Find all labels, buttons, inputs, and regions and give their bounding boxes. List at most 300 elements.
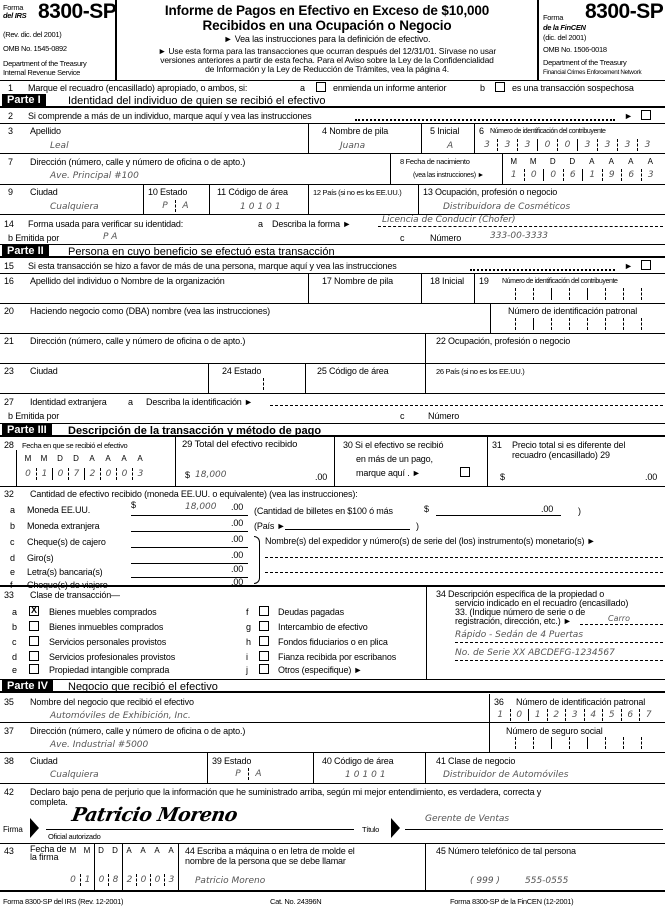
cash-item-label: Cheque(s) de cajero (27, 537, 106, 547)
digit-cell (623, 737, 641, 749)
brace (254, 536, 260, 584)
state-value (155, 200, 195, 212)
line2-label: Si comprende a más de un individuo, marque aquí y vea las instrucciones (28, 111, 312, 121)
address-label: Dirección (número, calle y número de oficina o de apto.) (30, 726, 246, 736)
multiple-payments-label: 30 Si el efectivo se recibió (343, 440, 444, 450)
date-format-letter: A (126, 846, 132, 855)
dollar-sign: $ (131, 500, 136, 510)
digit-cell: 0 (136, 874, 150, 886)
digit-cell: 1 (80, 874, 94, 886)
option-letter: c (400, 411, 405, 421)
date-format-letter: A (168, 846, 174, 855)
arrow-icon: ► (624, 111, 633, 121)
digit-cell: 2 (547, 709, 566, 721)
total-price-label: Precio total si es diferente del (512, 440, 626, 450)
digit-cell: 0 (150, 874, 164, 886)
paren: ) (416, 521, 419, 531)
initial-value: A (447, 141, 454, 151)
date-format-letter: A (137, 454, 143, 463)
bills-label: (Cantidad de billetes en $100 ó más (254, 506, 393, 516)
part-label: Parte III (2, 424, 52, 437)
date-format-header (20, 454, 148, 463)
dba-label: Haciendo negocio como (DBA) nombre (vea las instrucciones) (30, 306, 270, 316)
digit-cell: 0 (100, 468, 116, 480)
declaration-text: completa. (30, 797, 68, 807)
id-description-value: Licencia de Conducir (Chofer) (382, 215, 516, 225)
item-letter: d (10, 553, 15, 563)
line-number: 16 (4, 276, 14, 286)
transaction-type-label: Propiedad intangible comprada (49, 665, 170, 675)
digit-cell: P (162, 201, 168, 211)
amount-line (131, 515, 248, 516)
occupation-label: 22 Ocupación, profesión o negocio (436, 336, 571, 346)
digit-cell: A (248, 768, 268, 780)
line-number: 3 (8, 126, 13, 136)
phone-label: 45 Número telefónico de tal persona (436, 846, 576, 856)
line-number: 27 (4, 397, 14, 407)
fincen-label: de la FinCEN (543, 23, 586, 32)
omb-number: OMB No. 1545-0892 (3, 44, 67, 53)
item-letter: c (12, 637, 17, 647)
cents: .00 (231, 518, 244, 528)
occupation-label: 13 Ocupación, profesión o negocio (423, 187, 558, 197)
signature-date-label: Fecha de (30, 844, 67, 854)
transaction-type-checkbox[interactable] (29, 636, 39, 646)
form-subtitle: Recibidos en una Ocupación o Negocio (202, 18, 452, 33)
country-label: (País ► (254, 521, 286, 531)
contact-name-label: 44 Escriba a máquina o en letra de molde el (185, 846, 355, 856)
issued-by-label: b Emitida por (8, 233, 60, 243)
date-format-letter: D (57, 454, 63, 463)
form-label: Forma (543, 13, 564, 22)
digit-cell: 3 (637, 139, 657, 151)
digit-cell: 7 (68, 468, 84, 480)
address-label: Dirección (número, calle y número de oficina o de apto.) (30, 157, 246, 167)
digit-cell: 3 (641, 169, 661, 181)
date-received-label: Fecha en que se recibió el efectivo (22, 441, 128, 450)
part-label: Parte II (2, 245, 49, 258)
item-letter: f (10, 580, 13, 590)
transaction-type-label: Clase de transacción— (30, 590, 120, 600)
paren: ) (578, 506, 581, 516)
id-verification-label: Forma usada para verificar su identidad: (28, 219, 184, 229)
id-number-label: Número (428, 411, 460, 421)
tin-label: Número de identificación del contribuyente (502, 278, 618, 285)
item-letter: j (246, 665, 248, 675)
line-number: 32 (4, 489, 14, 499)
digit-cell (497, 737, 515, 749)
transaction-type-checkbox[interactable] (259, 636, 269, 646)
digit-cell: 0 (510, 709, 529, 721)
part-title: Persona en cuyo beneficio se efectuó esta transacción (68, 246, 335, 258)
city-label: Ciudad (30, 366, 58, 376)
item-letter: b (12, 622, 17, 632)
declaration-text: Declaro bajo pena de perjurio que la información que he suministrado arriba, según mi mejor entendimiento, es verdadera, correcta y (30, 787, 542, 797)
initial-label: 18 Inicial (430, 276, 465, 286)
state-label: 39 Estado (212, 756, 252, 766)
usage-note: versiones anteriores a partir de esta fecha. Para el Aviso sobre la Ley de la Confidencialidad (160, 55, 494, 65)
digit-cell (515, 288, 533, 300)
authorized-official-label: Oficial autorizado (48, 832, 101, 841)
cash-item-label: Letra(s) bancaria(s) (27, 567, 103, 577)
part-title: Negocio que recibió el efectivo (68, 681, 218, 693)
cents: .00 (541, 504, 554, 514)
cash-item-label: Moneda extranjera (27, 521, 100, 531)
address-value: Ave. Industrial #5000 (50, 740, 149, 750)
digit-cell (569, 737, 587, 749)
digit-cell: 1 (510, 170, 517, 180)
department: Department of the Treasury (3, 59, 87, 68)
total-price-label: recuadro (encasillado) 29 (512, 450, 610, 460)
date-format-letter: D (98, 846, 104, 855)
digit-cell (587, 288, 605, 300)
description-value: Rápido - Sedán de 4 Puertas (455, 630, 584, 640)
transaction-type-checkbox[interactable] (29, 664, 39, 674)
digit-cell: 0 (116, 468, 132, 480)
digit-cell: 3 (577, 139, 597, 151)
transaction-type-label: Intercambio de efectivo (278, 622, 368, 632)
line-number: 42 (4, 787, 14, 797)
digit-cell: 0 (25, 469, 31, 479)
line-number: 19 (479, 276, 489, 286)
digit-cell (605, 318, 623, 330)
instructions-note: ► Vea las instrucciones para la definición de efectivo. (223, 34, 431, 44)
ssn-label: Número de seguro social (506, 726, 603, 736)
org-name-label: Apellido del individuo o Nombre de la organización (30, 276, 225, 286)
line-number: 23 (4, 366, 14, 376)
amends-prior-report-checkbox[interactable] (316, 82, 326, 92)
ssn-digits (497, 737, 659, 749)
part-title: Identidad del individuo de quien se recibió el efectivo (68, 95, 326, 107)
line-number: 37 (4, 726, 14, 736)
part-label: Parte IV (2, 680, 53, 693)
digit-cell: 6 (621, 709, 640, 721)
line-number: 14 (4, 219, 14, 229)
dob-label: 8 Fecha de nacimiento (400, 157, 470, 166)
item-letter: a (10, 505, 15, 515)
part2-header (0, 244, 665, 258)
option-letter: a (128, 397, 133, 407)
date-format-letter: A (608, 157, 614, 166)
business-type-label: 41 Clase de negocio (436, 756, 516, 766)
digit-cell: 3 (484, 140, 490, 150)
digit-cell: 3 (517, 139, 537, 151)
option-letter: c (400, 233, 405, 243)
digit-cell: 6 (563, 169, 583, 181)
irs-label: del IRS (3, 11, 27, 20)
transaction-type-label: Fondos fiduciarios o en plica (278, 637, 388, 647)
digit-cell: P (235, 769, 241, 779)
revision: (dic. del 2001) (543, 33, 587, 42)
part-title: Descripción de la transacción y método de pago (68, 425, 322, 437)
digit-cell (533, 318, 551, 330)
transaction-type-checkbox[interactable] (259, 606, 269, 616)
date-format-letter: D (112, 846, 118, 855)
line-number: 2 (8, 111, 13, 121)
digit-cell: 3 (617, 139, 637, 151)
phone-number: 555-0555 (525, 876, 569, 886)
line-number: 21 (4, 336, 14, 346)
digit-cell (533, 737, 551, 749)
signature: Patricio Moreno (70, 804, 239, 826)
tin-label: Número de identificación del contribuyente (490, 128, 606, 135)
digit-cell (551, 318, 569, 330)
foreign-id-label: Identidad extranjera (30, 397, 107, 407)
footer-fincen: Forma 8300-SP de la FinCEN (12-2001) (450, 897, 574, 906)
digit-cell (497, 318, 515, 330)
id-number-label: Número (430, 233, 462, 243)
digit-cell: 3 (597, 139, 617, 151)
digit-cell (497, 288, 515, 300)
total-cash-label: 29 Total del efectivo recibido (182, 439, 298, 450)
issuer-label: Nombre(s) del expedidor y número(s) de serie del (los) instrumento(s) monetario(s) ► (265, 536, 596, 546)
id-description-label: Describa la forma ► (272, 219, 352, 229)
option-letter: b (480, 83, 485, 93)
zip-label: 11 Código de área (217, 187, 288, 197)
cents: .00 (231, 577, 244, 587)
transaction-type-label: Otros (especifique) ► (278, 665, 363, 675)
line-number: 36 (494, 697, 504, 707)
line-number: 33 (4, 590, 14, 600)
multiple-persons-checkbox[interactable] (641, 260, 651, 270)
digit-cell: 3 (132, 468, 148, 480)
city-label: Ciudad (30, 756, 58, 766)
date-format-letter: A (105, 454, 111, 463)
last-name-value: Leal (50, 141, 69, 151)
item-letter: e (10, 567, 15, 577)
date-format-letter: A (589, 157, 595, 166)
part-label: Parte I (2, 94, 46, 107)
amount-line (131, 547, 248, 548)
tin-digits (497, 288, 659, 300)
title-value: Gerente de Ventas (425, 814, 510, 824)
multiple-payments-checkbox[interactable] (460, 467, 470, 477)
cents: .00 (231, 550, 244, 560)
line-number: 6 (479, 126, 484, 136)
part4-header (0, 679, 665, 693)
suspicious-transaction-checkbox[interactable] (495, 82, 505, 92)
cents: .00 (645, 472, 658, 482)
last-name-label: Apellido (30, 126, 61, 136)
digit-cell (551, 737, 569, 749)
digit-cell: 3 (164, 874, 178, 886)
digit-cell: 0 (557, 139, 577, 151)
zip-value: 10101 (345, 770, 389, 780)
digit-cell: 1 (528, 709, 547, 721)
date-format-letter: A (140, 846, 146, 855)
digit-cell: 9 (602, 169, 622, 181)
part3-header (0, 423, 665, 437)
amount-line (131, 531, 248, 532)
transaction-type-checkbox[interactable] (29, 651, 39, 661)
digit-cell: 8 (108, 874, 122, 886)
date-format-letter: M (529, 157, 537, 166)
date-format-letter: M (83, 846, 91, 855)
line-number: 7 (8, 157, 13, 167)
digit-cell: 1 (36, 468, 52, 480)
arrow-icon (391, 818, 400, 838)
date-format-letter: M (510, 157, 518, 166)
agency: Internal Revenue Service (3, 68, 81, 77)
ein-digits (491, 709, 658, 721)
digit-cell: 0 (537, 139, 557, 151)
description-value: Carro (608, 614, 630, 623)
state-value (228, 768, 268, 780)
digit-cell (641, 288, 659, 300)
digit-cell (623, 318, 641, 330)
signature-label: Firma (3, 825, 23, 834)
digit-cell: 0 (524, 169, 544, 181)
item-letter: i (246, 652, 248, 662)
agency: Financial Crimes Enforcement Network (543, 69, 642, 76)
line-number: 9 (8, 187, 13, 197)
item-letter: c (10, 537, 15, 547)
first-name-value: Juana (340, 141, 366, 151)
address-label: Dirección (número, calle y número de oficina o de apto.) (30, 336, 246, 346)
digit-cell (533, 288, 551, 300)
issued-by-label: b Emitida por (8, 411, 60, 421)
date-format-letter: A (89, 454, 95, 463)
business-type-value: Distribuidor de Automóviles (443, 770, 569, 780)
digit-cell: A (175, 200, 195, 212)
phone-area-code: ( 999 ) (470, 876, 500, 886)
transaction-type-label: Servicios profesionales provistos (49, 652, 176, 662)
multiple-payments-label: marque aquí . ► (356, 468, 421, 478)
footer-irs: Forma 8300-SP del IRS (Rev. 12-2001) (3, 897, 124, 906)
digit-cell (587, 318, 605, 330)
arrow-icon (30, 818, 39, 838)
suspicious-transaction-label: es una transacción sospechosa (512, 83, 634, 93)
line-number: 35 (4, 697, 14, 707)
option-letter: a (258, 219, 263, 229)
multiple-payments-label: en más de un pago, (356, 454, 433, 464)
ein-label: Número de identificación patronal (516, 697, 646, 707)
line-number: 15 (4, 261, 14, 271)
catalog-number: Cat. No. 24396N (270, 897, 322, 906)
digit-cell: 0 (94, 874, 108, 886)
transaction-type-label: Bienes inmuebles comprados (49, 622, 164, 632)
transaction-type-checkbox[interactable] (29, 621, 39, 631)
total-cash-value: 18,000 (195, 470, 227, 480)
transaction-type-label: Deudas pagadas (278, 607, 344, 617)
date-format-letter: A (628, 157, 634, 166)
state-label: 24 Estado (222, 366, 262, 376)
digit-cell: 5 (602, 709, 621, 721)
signature-date-label: la firma (30, 852, 59, 862)
date-format-letter: M (24, 454, 32, 463)
contact-name-value: Patricio Moreno (195, 876, 266, 886)
usage-note: de Información y la Ley de Reducción de Trámites, vea la página 4. (205, 64, 449, 74)
digit-cell: 7 (639, 709, 658, 721)
item-letter: g (246, 622, 251, 632)
contact-name-label: nombre de la persona que se debe llamar (185, 856, 346, 866)
transaction-type-checkbox[interactable]: X (30, 605, 37, 615)
cash-item-label: Moneda EE.UU. (27, 505, 91, 515)
line-number: 38 (4, 756, 14, 766)
digit-cell (587, 737, 605, 749)
cash-item-label: Cheque(s) de viajero (27, 580, 108, 590)
business-name-value: Automóviles de Exhibición, Inc. (50, 711, 191, 721)
date-format-letter: A (154, 846, 160, 855)
business-name-label: Nombre del negocio que recibió el efectivo (30, 697, 194, 707)
title-label: Título (362, 825, 379, 834)
transaction-type-checkbox[interactable] (259, 664, 269, 674)
description-label: 33. (Indique número de serie o de (455, 607, 586, 617)
dob-instructions: (vea las instrucciones) ► (413, 172, 485, 179)
digit-cell (623, 288, 641, 300)
item-letter: d (12, 652, 17, 662)
tin-digits (477, 139, 657, 151)
transaction-type-checkbox[interactable] (259, 621, 269, 631)
line-number: 20 (4, 306, 14, 316)
date-format-letter: D (73, 454, 79, 463)
ein-digits (497, 318, 659, 330)
multiple-individuals-checkbox[interactable] (641, 110, 651, 120)
part1-header (0, 94, 665, 108)
dob-digits (504, 169, 660, 181)
usage-note: ► Use esta forma para las transacciones que ocurran después del 12/31/01. Sírvase no usar (157, 46, 497, 56)
digit-cell: 0 (70, 875, 76, 885)
form-title: Informe de Pagos en Efectivo en Exceso de $10,000 (164, 3, 490, 18)
item-letter: h (246, 637, 251, 647)
issued-by-value: P A (103, 232, 118, 242)
description-label: 34 Descripción específica de la propiedad o (436, 589, 605, 599)
digit-cell (641, 737, 659, 749)
item-letter: b (10, 521, 15, 531)
digit-cell: 2 (122, 874, 136, 886)
digit-cell: 0 (52, 468, 68, 480)
cents: .00 (231, 534, 244, 544)
city-label: Ciudad (30, 187, 58, 197)
form-number: 8300-SP (585, 0, 664, 23)
city-value: Cualquiera (50, 770, 99, 780)
address-value: Ave. Principal #100 (50, 171, 139, 181)
digit-cell (641, 318, 659, 330)
zip-label: 40 Código de área (322, 756, 394, 766)
state-label: 10 Estado (148, 187, 188, 197)
transaction-type-label: Servicios personales provistos (49, 637, 167, 647)
dollar-sign: $ (500, 472, 505, 482)
date-format-letter: A (647, 157, 653, 166)
digit-cell (515, 318, 533, 330)
option-letter: a (300, 83, 305, 93)
digit-cell (551, 288, 569, 300)
cash-amount-label: Cantidad de efectivo recibido (moneda EE.UU. o equivalente) (vea las instrucciones): (30, 489, 358, 499)
digit-cell: 3 (565, 709, 584, 721)
date-format-letter: D (569, 157, 576, 166)
line-number: 28 (4, 440, 14, 450)
id-number-value: 333-00-3333 (490, 231, 549, 241)
first-name-label: 4 Nombre de pila (322, 126, 389, 136)
transaction-type-label: Bienes muebles comprados (49, 607, 157, 617)
digit-cell: 1 (582, 169, 602, 181)
country-label: 12 País (si no es los EE.UU.) (313, 188, 402, 197)
line-number: 43 (4, 846, 14, 856)
date-received-digits (20, 468, 148, 480)
zip-label: 25 Código de área (317, 366, 389, 376)
department: Department of the Treasury (543, 58, 627, 67)
zip-value: 10101 (240, 202, 284, 212)
id-description-label: Describa la identificación ► (146, 397, 253, 407)
cash-item-label: Giro(s) (27, 553, 54, 563)
line15-label: Si esta transacción se hizo a favor de más de una persona, marque aquí y vea las instrucciones (28, 261, 397, 271)
digit-cell: 3 (497, 139, 517, 151)
form-label: Forma (3, 3, 24, 12)
line1-label: Marque el recuadro (encasillado) apropiado, o ambos, si: (28, 83, 248, 93)
transaction-type-checkbox[interactable] (259, 651, 269, 661)
digit-cell: 0 (543, 169, 563, 181)
initial-label: 5 Inicial (430, 126, 460, 136)
